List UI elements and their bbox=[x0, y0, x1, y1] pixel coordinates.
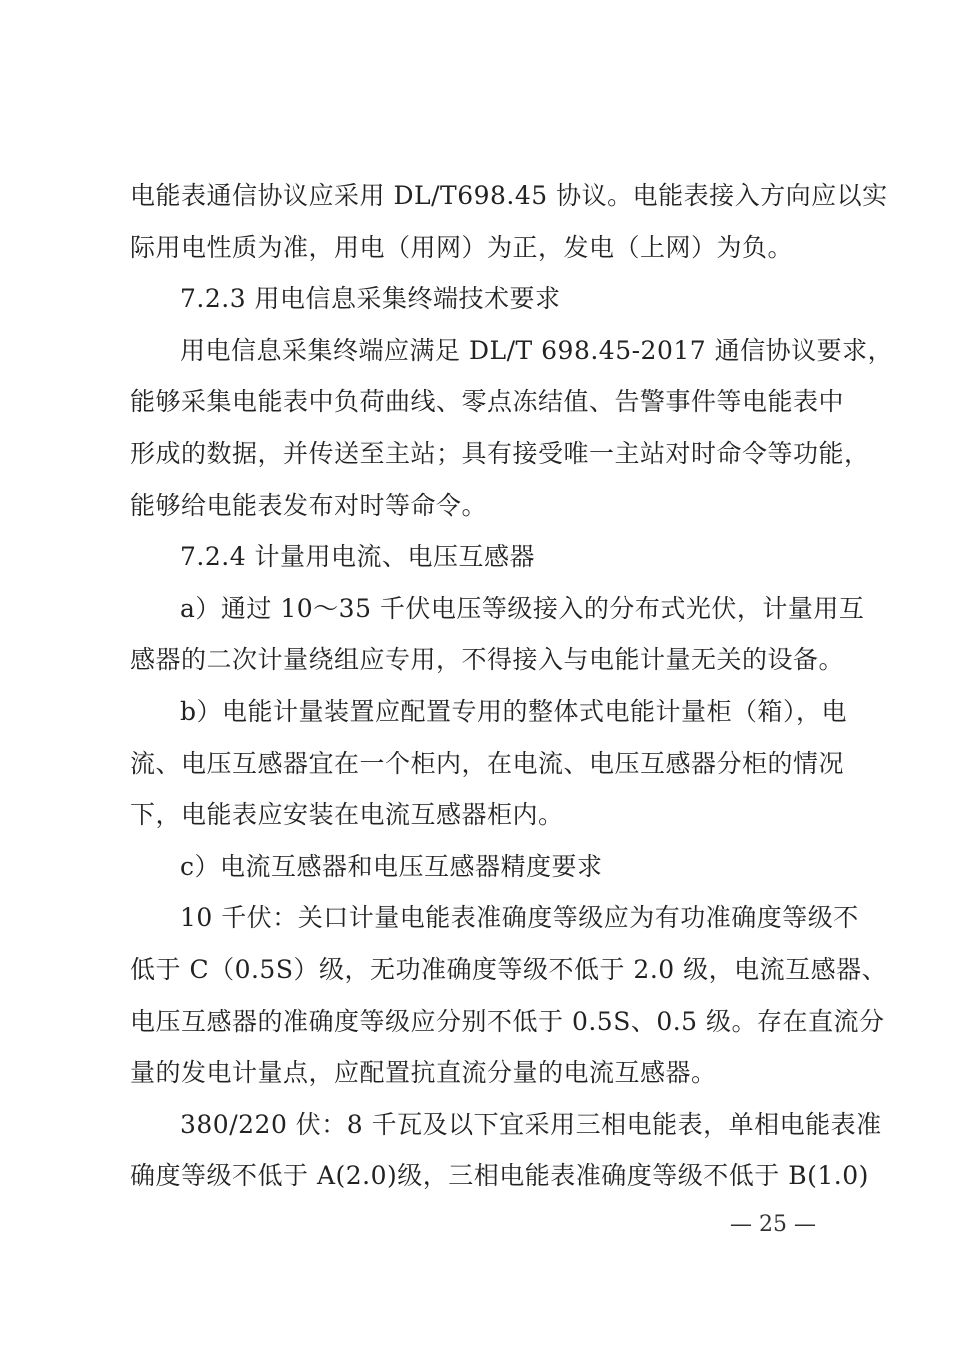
paragraph bbox=[130, 686, 848, 841]
section-heading bbox=[130, 531, 832, 583]
paragraph bbox=[130, 170, 888, 273]
text-line: 电能表通信协议应采用 DL/T698.45 协议。电能表接入方向应以实 bbox=[130, 181, 888, 210]
paragraph bbox=[130, 583, 865, 686]
text-line: 流、电压互感器宜在一个柜内，在电流、电压互感器分柜的情况 bbox=[130, 748, 845, 778]
paragraph bbox=[130, 1099, 882, 1202]
document-body bbox=[130, 170, 894, 1202]
text-line: c）电流互感器和电压互感器精度要求 bbox=[180, 851, 603, 881]
text-line: b）电能计量装置应配置专用的整体式电能计量柜（箱），电 bbox=[180, 696, 848, 726]
text-line: 能够采集电能表中负荷曲线、零点冻结值、告警事件等电能表中 bbox=[130, 387, 845, 417]
text-line: 10 千伏：关口计量电能表准确度等级应为有功准确度等级不 bbox=[180, 903, 859, 933]
text-line: a）通过 10～35 千伏电压等级接入的分布式光伏，计量用互 bbox=[180, 593, 865, 623]
text-line: 感器的二次计量绕组应专用，不得接入与电能计量无关的设备。 bbox=[130, 645, 845, 675]
text-line: 际用电性质为准，用电（用网）为正，发电（上网）为负。 bbox=[130, 232, 794, 262]
paragraph bbox=[130, 325, 894, 531]
text-line: 下，电能表应安装在电流互感器柜内。 bbox=[130, 800, 564, 830]
text-line: 低于 C（0.5S）级，无功准确度等级不低于 2.0 级，电流互感器、 bbox=[130, 954, 888, 984]
text-line: 电压互感器的准确度等级应分别不低于 0.5S、0.5 级。存在直流分 bbox=[130, 1006, 885, 1036]
text-line: 确度等级不低于 A(2.0)级，三相电能表准确度等级不低于 B(1.0) bbox=[130, 1161, 869, 1191]
text-line: 能够给电能表发布对时等命令。 bbox=[130, 490, 488, 520]
text-line: 7.2.3 用电信息采集终端技术要求 bbox=[180, 284, 561, 314]
text-line: 用电信息采集终端应满足 DL/T 698.45-2017 通信协议要求， bbox=[180, 335, 894, 365]
text-line: 形成的数据，并传送至主站；具有接受唯一主站对时命令等功能， bbox=[130, 438, 870, 468]
paragraph bbox=[130, 841, 832, 893]
text-line: 7.2.4 计量用电流、电压互感器 bbox=[180, 542, 536, 572]
paragraph bbox=[130, 892, 888, 1098]
text-line: 量的发电计量点，应配置抗直流分量的电流互感器。 bbox=[130, 1058, 717, 1088]
text-line: 380/220 伏：8 千瓦及以下宜采用三相电能表，单相电能表准 bbox=[180, 1109, 882, 1139]
page-number: — 25 — bbox=[730, 1212, 816, 1237]
section-heading bbox=[130, 273, 832, 325]
